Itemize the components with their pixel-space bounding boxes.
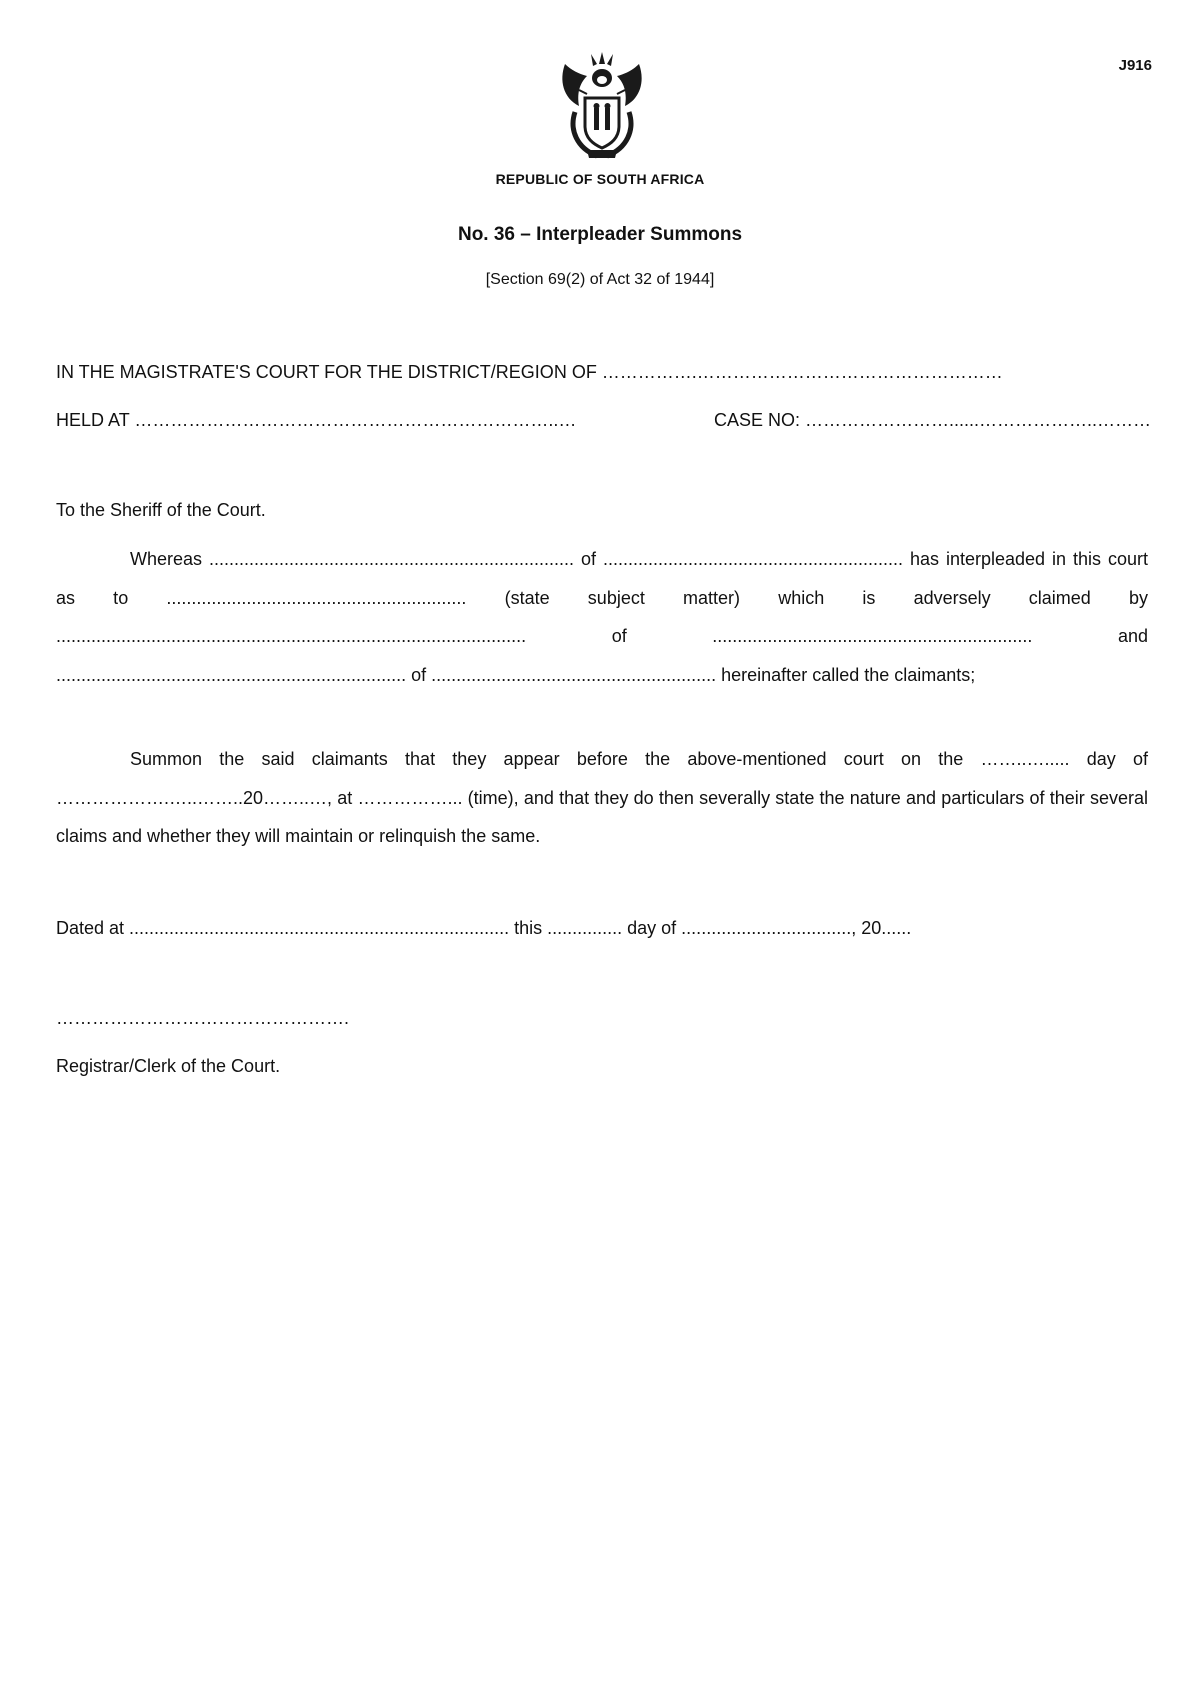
signatory-label: Registrar/Clerk of the Court. — [56, 1056, 281, 1076]
coat-of-arms-icon — [557, 50, 647, 164]
signature-line[interactable]: …………………………………………. — [56, 1008, 350, 1028]
section-reference: [Section 69(2) of Act 32 of 1944] — [485, 271, 715, 288]
held-at-field[interactable]: HELD AT ……………………………………………………………..… — [56, 410, 577, 430]
country-heading: REPUBLIC OF SOUTH AFRICA — [495, 171, 705, 187]
interpleader-paragraph[interactable] — [56, 540, 1148, 694]
summons-paragraph[interactable] — [56, 740, 1148, 856]
summons-text: Summon the said claimants that they appear before the above-mentioned court on the ……..…..... day of ……………….…..……..20……..…, at ……………... (time), and that they do then severally state the nature and particulars of their several claims and whether they will maintain or relinquish the same. — [56, 749, 1148, 846]
dated-field[interactable]: Dated at ............................................................................ this ............... day of .................................., 20...... — [56, 918, 912, 938]
salutation: To the Sheriff of the Court. — [56, 500, 266, 520]
case-number-field[interactable]: CASE NO: ……………………......………………..……… — [714, 410, 1152, 430]
court-district-field[interactable]: IN THE MAGISTRATE'S COURT FOR THE DISTRICT/REGION OF …………….…………………………………………… — [56, 362, 1003, 382]
interpleader-text: Whereas ......................................................................... of ............................................................ has interpleaded in this court as to ............................................................ (state subject matter) which is adversely claimed by .............................................................................................. of ................................................................ and ...................................................................... of ......................................................... hereinafter called the claimants; — [56, 549, 1148, 685]
form-code: J916 — [1118, 57, 1152, 74]
form-title: No. 36 – Interpleader Summons — [457, 224, 743, 245]
